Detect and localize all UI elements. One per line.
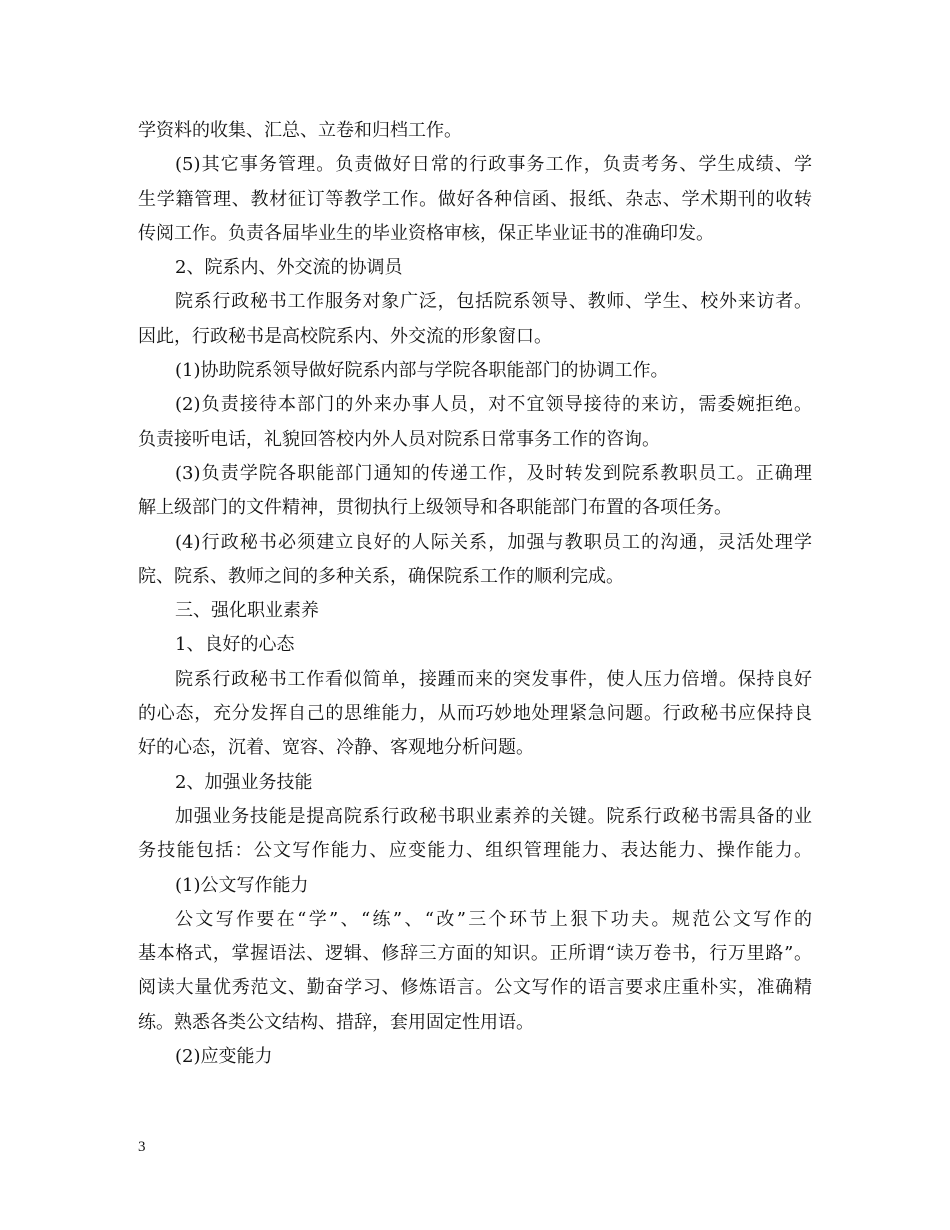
text-line: 基本格式，掌握语法、逻辑、修辞三方面的知识。正所谓“读万卷书，行万里路”。 — [138, 943, 812, 965]
text-line: 2、加强业务技能 — [175, 771, 313, 793]
page-number: 3 — [138, 1139, 146, 1155]
text-line: 负责接听电话，礼貌回答校内外人员对院系日常事务工作的咨询。 — [138, 428, 660, 450]
text-line: (1)公文写作能力 — [175, 874, 309, 896]
text-line: 好的心态，沉着、宽容、冷静、客观地分析问题。 — [138, 737, 534, 759]
text-line: (1)协助院系领导做好院系内部与学院各职能部门的协调工作。 — [175, 360, 669, 382]
text-line: 解上级部门的文件精神，贯彻执行上级领导和各职能部门布置的各项任务。 — [138, 497, 732, 519]
text-line: 2、院系内、外交流的协调员 — [175, 257, 403, 279]
text-line: 学资料的收集、汇总、立卷和归档工作。 — [138, 120, 462, 141]
text-line: 1、良好的心态 — [175, 634, 295, 656]
text-line: 练。熟悉各类公文结构、措辞，套用固定性用语。 — [138, 1011, 534, 1033]
text-line: 公文写作要在“学”、“练”、“改”三个环节上狠下功夫。规范公文写作的 — [175, 908, 812, 930]
text-line: 的心态，充分发挥自己的思维能力，从而巧妙地处理紧急问题。行政秘书应保持良 — [138, 703, 812, 725]
text-line: (3)负责学院各职能部门通知的传递工作，及时转发到院系教职员工。正确理 — [175, 462, 812, 484]
text-line: 加强业务技能是提高院系行政秘书职业素养的关键。院系行政秘书需具备的业 — [175, 805, 812, 827]
text-line: (4)行政秘书必须建立良好的人际关系，加强与教职员工的沟通，灵活处理学 — [175, 531, 812, 553]
text-line: 生学籍管理、教材征订等教学工作。做好各种信函、报纸、杂志、学术期刊的收转 — [138, 188, 812, 210]
text-line: 三、强化职业素养 — [175, 600, 319, 622]
text-line: (5)其它事务管理。负责做好日常的行政事务工作，负责考务、学生成绩、学 — [175, 154, 812, 176]
text-line: 传阅工作。负责各届毕业生的毕业资格审核，保正毕业证书的准确印发。 — [138, 222, 714, 244]
text-line: (2)应变能力 — [175, 1046, 273, 1068]
text-line: 务技能包括：公文写作能力、应变能力、组织管理能力、表达能力、操作能力。 — [138, 840, 812, 862]
text-line: 院、院系、教师之间的多种关系，确保院系工作的顺利完成。 — [138, 565, 624, 587]
document-body — [138, 114, 812, 1074]
text-line: 因此，行政秘书是高校院系内、外交流的形象窗口。 — [138, 325, 552, 347]
text-line: 院系行政秘书工作看似简单，接踵而来的突发事件，使人压力倍增。保持良好 — [175, 668, 812, 690]
text-line: 院系行政秘书工作服务对象广泛，包括院系领导、教师、学生、校外来访者。 — [175, 291, 812, 313]
text-line: 阅读大量优秀范文、勤奋学习、修炼语言。公文写作的语言要求庄重朴实，准确精 — [138, 977, 812, 999]
text-line: (2)负责接待本部门的外来办事人员，对不宜领导接待的来访，需委婉拒绝。 — [175, 394, 812, 416]
